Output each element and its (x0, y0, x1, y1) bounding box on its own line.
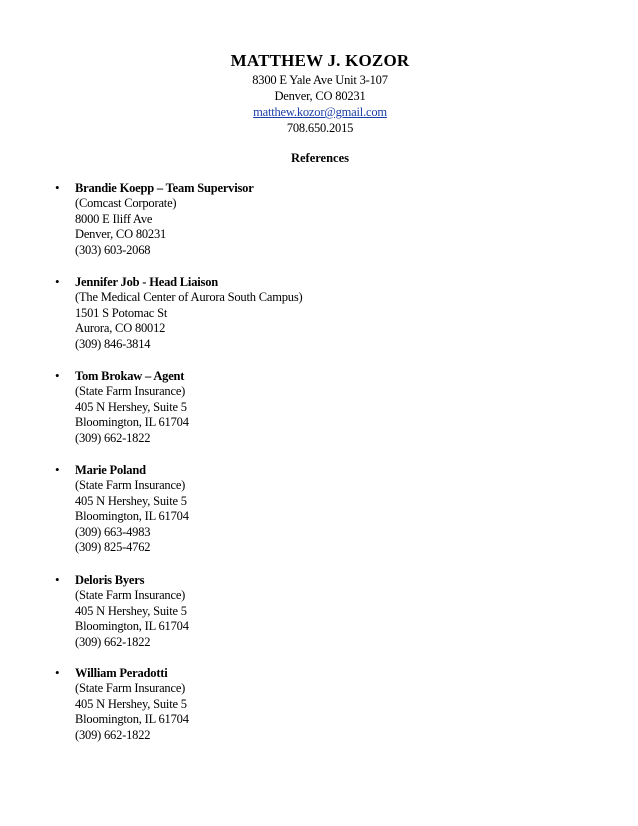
contact-block (200, 50, 440, 136)
bullet-icon: • (55, 368, 60, 383)
reference-phone: (309) 662-1822 (75, 634, 151, 649)
reference-phone: (309) 663-4983 (75, 524, 151, 539)
reference-city: Bloomington, IL 61704 (75, 619, 189, 633)
reference-name: Tom Brokaw – Agent (75, 369, 185, 383)
address-line-2: Denver, CO 80231 (274, 89, 366, 103)
reference-body (75, 665, 575, 743)
reference-organization: (Comcast Corporate) (75, 196, 177, 210)
author-name: MATTHEW J. KOZOR (230, 51, 410, 70)
section-title-references: References (290, 151, 350, 165)
reference-body (75, 274, 575, 352)
reference-body (75, 368, 575, 446)
bullet-icon: • (55, 572, 60, 587)
address-line-1: 8300 E Yale Ave Unit 3-107 (252, 73, 388, 87)
reference-organization: (State Farm Insurance) (75, 588, 186, 602)
reference-city: Aurora, CO 80012 (75, 321, 166, 335)
reference-street: 405 N Hershey, Suite 5 (75, 399, 187, 414)
reference-phone-alt: (309) 825-4762 (75, 540, 151, 554)
reference-name: Brandie Koepp – Team Supervisor (75, 181, 254, 195)
phone-line: 708.650.2015 (286, 121, 354, 135)
reference-body (75, 572, 575, 650)
bullet-icon: • (55, 462, 60, 477)
reference-body (75, 180, 575, 258)
email-line (200, 104, 440, 120)
reference-city: Bloomington, IL 61704 (75, 712, 189, 726)
reference-name: Deloris Byers (75, 573, 145, 587)
reference-phone: (303) 603-2068 (75, 242, 151, 257)
reference-name: William Peradotti (75, 666, 168, 680)
reference-city: Denver, CO 80231 (75, 227, 167, 241)
reference-city: Bloomington, IL 61704 (75, 415, 189, 429)
reference-body (75, 462, 575, 556)
reference-street: 1501 S Potomac St (75, 305, 168, 320)
reference-city: Bloomington, IL 61704 (75, 509, 189, 523)
reference-phone: (309) 662-1822 (75, 727, 151, 742)
reference-organization: (State Farm Insurance) (75, 384, 186, 398)
bullet-icon: • (55, 665, 60, 680)
reference-street: 405 N Hershey, Suite 5 (75, 493, 187, 508)
bullet-icon: • (55, 274, 60, 289)
reference-name: Marie Poland (75, 463, 146, 477)
reference-organization: (State Farm Insurance) (75, 478, 186, 492)
email-link[interactable]: matthew.kozor@gmail.com (253, 105, 387, 119)
reference-phone: (309) 846-3814 (75, 336, 151, 351)
reference-name: Jennifer Job - Head Liaison (75, 275, 218, 289)
reference-street: 405 N Hershey, Suite 5 (75, 696, 187, 711)
reference-organization: (The Medical Center of Aurora South Campus) (75, 290, 303, 304)
reference-street: 405 N Hershey, Suite 5 (75, 603, 187, 618)
bullet-icon: • (55, 180, 60, 195)
reference-street: 8000 E Iliff Ave (75, 211, 153, 226)
reference-organization: (State Farm Insurance) (75, 681, 186, 695)
reference-phone: (309) 662-1822 (75, 430, 151, 445)
